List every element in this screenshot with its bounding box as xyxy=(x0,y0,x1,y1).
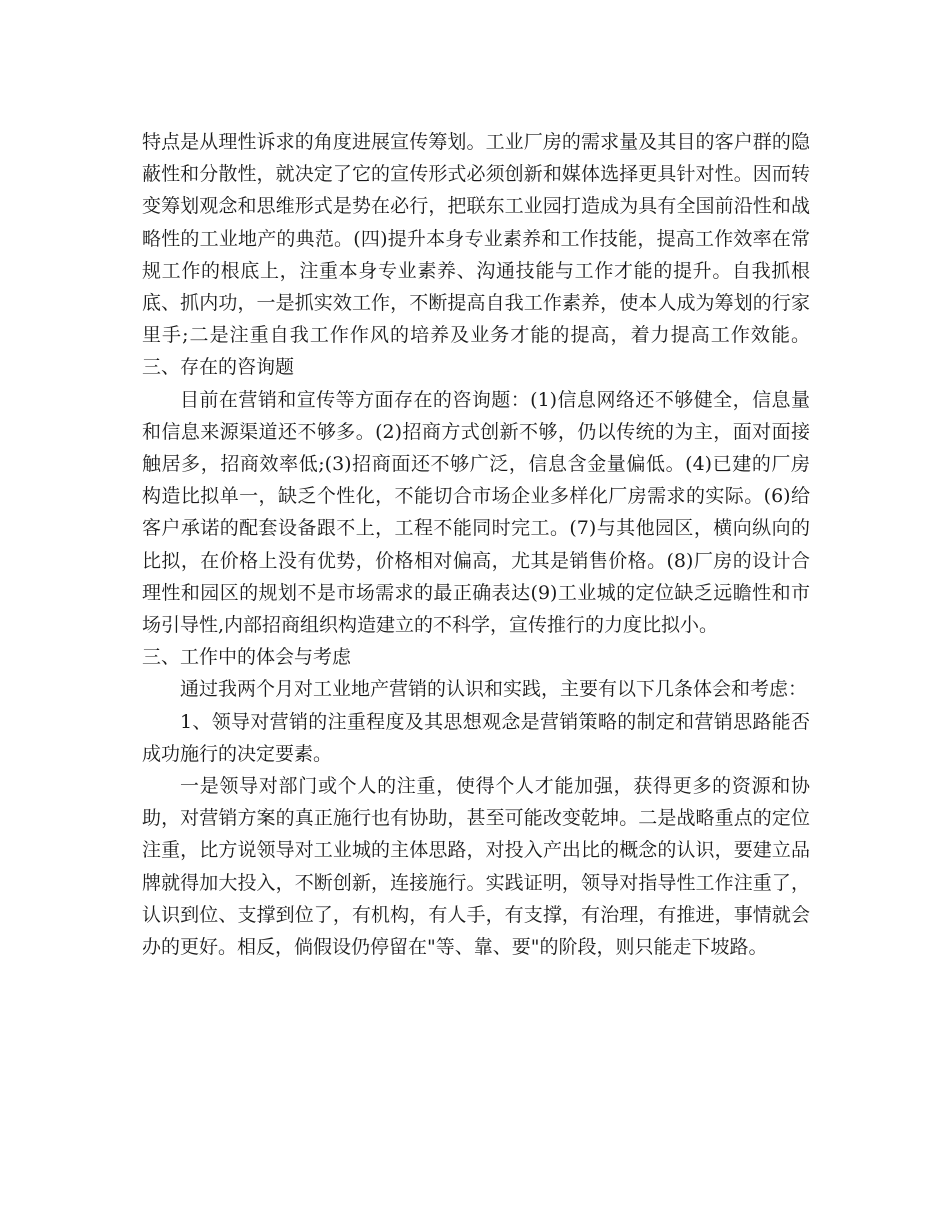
paragraph-planning-strategy: 特点是从理性诉求的角度进展宣传筹划。工业厂房的需求量及其目的客户群的隐蔽性和分散性，就决定了它的宣传形式必须创新和媒体选择更具针对性。因而转变筹划观念和思维形式是势在必行，把联东工业园打造成为具有全国前沿性和战略性的工业地产的典范。(四)提升本身专业素养和工作技能，提高工作效率在常规工作的根底上，注重本身专业素养、沟通技能与工作才能的提升。自我抓根底、抓内功，一是抓实效工作，不断提高自我工作素养，使本人成为筹划的行家里手;二是注重自我工作作风的培养及业务才能的提高，着力提高工作效能。三、存在的咨询题 xyxy=(142,131,810,379)
paragraph-existing-problems: 目前在营销和宣传等方面存在的咨询题：(1)信息网络还不够健全，信息量和信息来源渠道还不够多。(2)招商方式创新不够，仍以传统的为主，面对面接触居多，招商效率低;(3)招商面还不够广泛，信息含金量偏低。(4)已建的厂房构造比拟单一，缺乏个性化，不能切合市场企业多样化厂房需求的实际。(6)给客户承诺的配套设备跟不上，工程不能同时完工。(7)与其他园区，横向纵向的比拟，在价格上没有优势，价格相对偏高，尤其是销售价格。(8)厂房的设计合理性和园区的规划不是市场需求的最正确表达(9)工业城的定位缺乏远瞻性和市场引导性,内部招商组织构造建立的不科学，宣传推行的力度比拟小。 xyxy=(142,388,810,637)
document-body xyxy=(142,126,810,963)
section-heading-reflections: 三、工作中的体会与考虑 xyxy=(142,646,352,669)
paragraph-reflections-intro: 通过我两个月对工业地产营销的认识和实践，主要有以下几条体会和考虑： xyxy=(180,678,808,701)
paragraph-point-1: 1、领导对营销的注重程度及其思想观念是营销策略的制定和营销思路能否成功施行的决定要素。 xyxy=(142,710,810,765)
paragraph-leadership: 一是领导对部门或个人的注重，使得个人才能加强，获得更多的资源和协助，对营销方案的真正施行也有协助，甚至可能改变乾坤。二是战略重点的定位注重，比方说领导对工业城的主体思路，对投入产出比的概念的认识，要建立品牌就得加大投入，不断创新，连接施行。实践证明，领导对指导性工作注重了，认识到位、支撑到位了，有机构，有人手，有支撑，有治理，有推进，事情就会办的更好。相反，倘假设仍停留在"等、靠、要"的阶段，则只能走下坡路。 xyxy=(142,775,810,959)
